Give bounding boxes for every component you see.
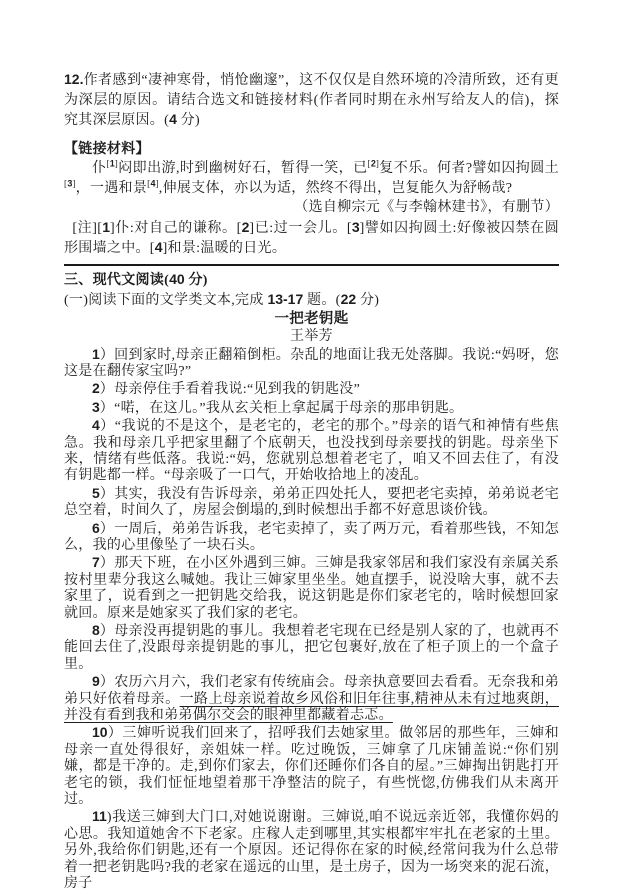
link-material-block bbox=[64, 140, 559, 259]
paragraph-text: 10）三婶听说我们回来了，招呼我们去她家里。做邻居的那些年，三婶和母亲一直处得很好，亲姐妹一样。吃过晚饭，三婶拿了几床铺盖说:“你们别嫌，都是干净的。走,到你们家去，你们还睡你们各自的屋。”三婶掏出钥匙打开老宅的锁，我们怔怔地望着那干净整洁的院子，有些恍惚,仿佛我们从未离开过。 bbox=[64, 724, 559, 808]
paragraph-text: 11)我送三婶到大门口,对她说谢谢。三婶说,咱不说远亲近邻，我懂你妈的心思。我知道她舍不下老家。庄稼人走到哪里,其实根都牢牢扎在老家的土里。另外,我给你们钥匙,还有一个原因。还记得你在家的时候,经常问我为什么总带着一把老钥匙吗?我的老家在遥远的山里，是土房子，因为一场突来的泥石流，房子 bbox=[64, 808, 559, 892]
paragraph-text: 3）“喏，在这儿。”我从玄关柜上拿起属于母亲的那串钥匙。 bbox=[92, 398, 464, 416]
question-12: 12.作者感到“凄神寒骨，悄怆幽邃”，这不仅仅是自然环境的冷清所致，还有更为深层的原因。请结合选文和链接材料(作者同时期在永州写给友人的信)，探究其深层原因。(4 分) bbox=[64, 71, 559, 128]
link-material-notes: [注][1]仆:对自己的谦称。[2]已:过一会儿。[3]譬如囚拘圆土:好像被囚禁在圆形围墙之中。[4]和景:温暖的日光。 bbox=[64, 218, 560, 256]
paragraph-text: 6）一周后，弟弟告诉我，老宅卖掉了，卖了两万元，看着那些钱，不知怎么，我的心里像坠了一块石头。 bbox=[64, 519, 559, 553]
story-paragraph bbox=[64, 622, 559, 673]
story-paragraph bbox=[64, 673, 559, 724]
paragraph-text: 8）母亲没再提钥匙的事儿。我想着老宅现在已经是别人家的了，也就再不能回去住了,没跟母亲提钥匙的事儿，把它包裹好,放在了柜子顶上的一个盒子里。 bbox=[64, 622, 559, 672]
paragraph-text: 5）其实，我没有告诉母亲，弟弟正四处托人，要把老宅卖掉，弟弟说老宅总空着，时间久了，房屋会倒塌的,到时候想出手都不好意思谈价钱。 bbox=[64, 484, 559, 519]
story-paragraph bbox=[64, 554, 559, 622]
underlined-text: 一路上母亲说着故乡风俗和旧年往事,精神从未有过地爽朗，并没有看到我和弟弟偶尔交会的眼神里都藏着忐忑。 bbox=[64, 691, 559, 724]
paragraph-text: 9）农历六月六，我们老家有传统庙会。母亲执意要回去看看。无奈我和弟弟只好依着母亲。 bbox=[64, 673, 559, 707]
section-heading: 三、现代文阅读(40 分) bbox=[64, 270, 208, 288]
paragraph-text: 4）“我说的不是这个，是老宅的，老宅的那个。”母亲的语气和神情有些焦急。我和母亲几乎把家里翻了个底朝天，也没找到母亲要找的钥匙。母亲坐下来，情绪有些低落。我说:“妈，您就别总想着老宅了，咱又不回去住了，有没有钥匙都一样。“母亲吸了一口气，开始收拾地上的凌乱。 bbox=[64, 417, 559, 484]
paragraph-text: 1）回到家时,母亲正翻箱倒柜。杂乱的地面让我无处落脚。我说:“妈呀，您这是在翻传家宝吗?” bbox=[64, 345, 559, 379]
paragraph-text: 7）那天下班，在小区外遇到三婶。三婶是我家邻居和我们家没有亲属关系按村里辈分我这么喊她。我让三婶家里坐坐。她直摆手，说没啥大事，就不去家里了，说看到之一把钥匙交给我，说这钥匙是你们家老宅的，啥时候想回家就回。原来是她家买了我们家的老宅。 bbox=[64, 554, 559, 621]
story-paragraph bbox=[64, 417, 559, 485]
section-instruction: (一)阅读下面的文学类文本,完成 13-17 题。(22 分) bbox=[64, 290, 380, 308]
story-paragraph bbox=[64, 724, 559, 808]
story-paragraph bbox=[64, 399, 559, 417]
story-paragraph bbox=[64, 808, 559, 892]
section-divider bbox=[64, 264, 559, 266]
story-paragraphs bbox=[64, 346, 559, 893]
link-material-source: （选自柳宗元《与李翰林建书》，有删节） bbox=[294, 200, 559, 215]
story-author: 王举芳 bbox=[290, 328, 333, 344]
paragraph-text: 2）母亲停住手看着我说:“见到我的钥匙没” bbox=[92, 380, 361, 398]
story-paragraph bbox=[64, 380, 559, 398]
story-paragraph bbox=[64, 346, 559, 381]
story-paragraph bbox=[64, 485, 559, 520]
link-material-quote: 仆[1]闷即出游,时到幽树好石，暂得一笑，已[2]复不乐。何者?譬如囚拘圆土[3]，一遇和景[4],伸展支体，亦以为适，然终不得出，岂复能久为舒畅哉? bbox=[64, 158, 559, 196]
link-material-header: 【链接材料】 bbox=[64, 141, 150, 157]
story-title: 一把老钥匙 bbox=[274, 310, 349, 327]
story-paragraph bbox=[64, 520, 559, 555]
